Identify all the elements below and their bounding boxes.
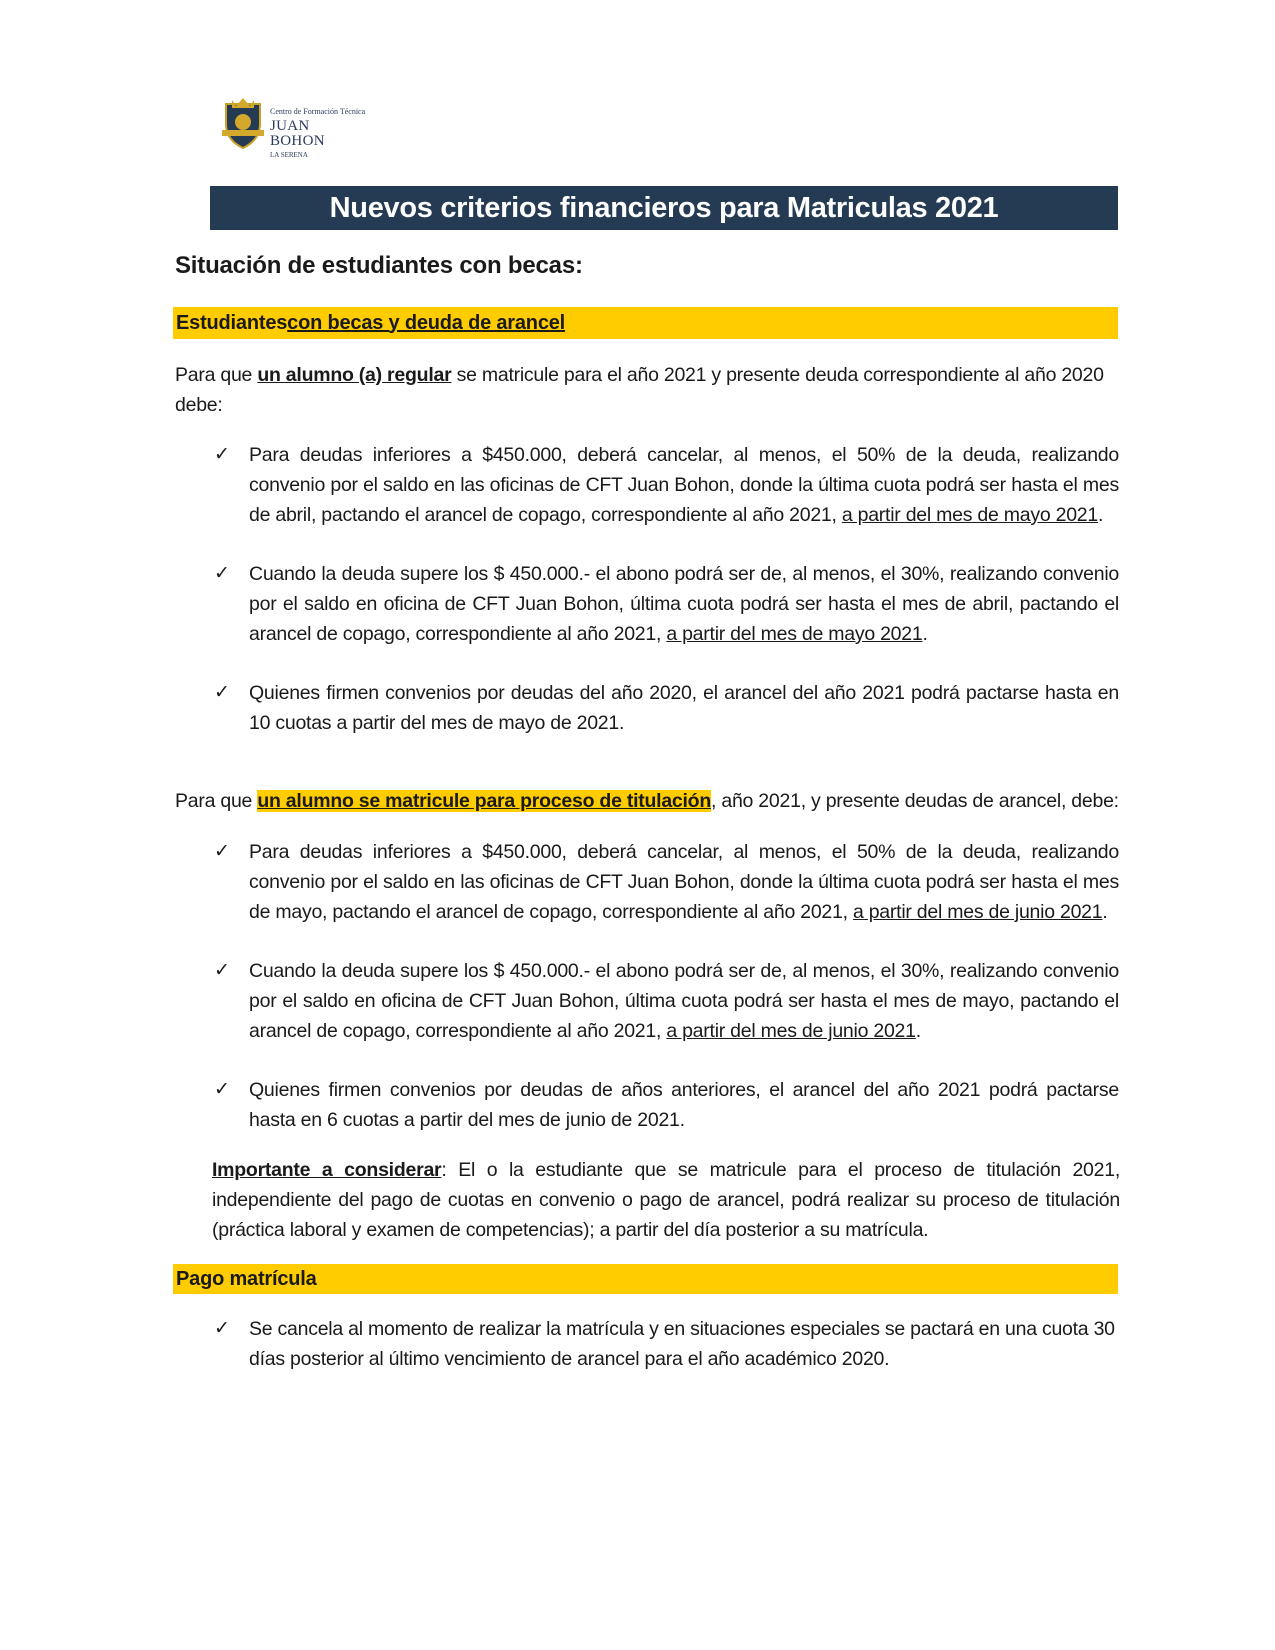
list-item [214, 440, 1119, 530]
intro-text-post: año 2021, y presente deudas de arancel, debe: [716, 790, 1119, 812]
logo-line-3: LA SERENA [270, 151, 308, 159]
checkmark-icon: ✓ [214, 682, 230, 703]
checkmark-icon: ✓ [214, 841, 230, 862]
bullet-underlined: a partir del mes de mayo 2021 [666, 623, 923, 645]
important-text: : El o la estudiante que se matricule para el proceso de titulación 2021, independiente del pago de cuotas en convenio o pago de arancel, podrá realizar su proceso de titulación (práctica laboral y examen de competencias); a partir del día posterior a su matrícula. [212, 1159, 1120, 1241]
intro-emphasis: un alumno (a) regular [257, 364, 452, 386]
bullet-text: Quienes firmen convenios por deudas del año 2020, el arancel del año 2021 podrá pactarse hasta en 10 cuotas a partir del mes de mayo de 2021. [249, 682, 1119, 734]
logo-line-2: JUAN BOHON [270, 118, 325, 149]
list-item [214, 956, 1119, 1046]
list-item [214, 559, 1119, 649]
bullet-text: Para deudas inferiores a $450.000, deberá cancelar, al menos, el 50% de la deuda, realizando convenio por el saldo en las oficinas de CFT Juan Bohon, donde la última cuota podrá ser hasta el mes de abril, pactando el arancel de copago, correspondiente al año 2021, [249, 444, 1119, 526]
intro-emphasis: un alumno se matricule para proceso de titulación [257, 790, 712, 812]
bullet-text: Se cancela al momento de realizar la matrícula y en situaciones especiales se pactará en una cuota 30 días posterior al último vencimiento de arancel para el año académico 2020. [249, 1318, 1115, 1370]
intro-text-post: se matricule para el año 2021 y presente deuda correspondiente al año 2020 debe: [175, 364, 1104, 416]
bullet-text: Para deudas inferiores a $450.000, deberá cancelar, al menos, el 50% de la deuda, realizando convenio por el saldo en las oficinas de CFT Juan Bohon, donde la última cuota podrá ser hasta el mes de mayo, pactando el arancel de copago, correspondiente al año 2021, [249, 841, 1119, 923]
bullet-text: Cuando la deuda supere los $ 450.000.- el abono podrá ser de, al menos, el 30%, realizando convenio por el saldo en oficina de CFT Juan Bohon, última cuota podrá ser hasta el mes de abril, pactando el arancel de copago, correspondiente al año 2021, [249, 563, 1119, 645]
checkmark-icon: ✓ [214, 1318, 230, 1339]
bullet-text: Quienes firmen convenios por deudas de años anteriores, el arancel del año 2021 podrá pactarse hasta en 6 cuotas a partir del mes de junio de 2021. [249, 1079, 1119, 1131]
bullet-tail: . [1102, 901, 1108, 923]
bullet-tail: . [1098, 504, 1104, 526]
heading-underlined: con becas y deuda de arancel [287, 311, 566, 334]
list-item [214, 678, 1119, 738]
bullet-tail: . [915, 1020, 921, 1042]
list-item [214, 837, 1119, 927]
bullet-tail: . [922, 623, 928, 645]
intro-text: Para que [175, 790, 258, 812]
intro-paragraph-regular [175, 360, 1120, 420]
bullet-underlined: a partir del mes de mayo 2021 [841, 504, 1099, 526]
section-heading-pago [173, 1264, 1118, 1294]
bullet-underlined: a partir del mes de junio 2021 [852, 901, 1103, 923]
logo-line-1: Centro de Formación Técnica [270, 107, 366, 116]
heading-plain: Estudiantes [176, 311, 288, 334]
list-item [214, 1075, 1119, 1135]
institution-logo [218, 94, 368, 159]
page-title: Nuevos criterios financieros para Matriculas 2021 [210, 186, 1118, 230]
heading-plain: Pago matrícula [176, 1267, 317, 1290]
checkmark-icon: ✓ [214, 563, 230, 584]
bullet-underlined: a partir del mes de junio 2021 [666, 1020, 916, 1042]
crest-icon [218, 94, 268, 150]
intro-comma: , [711, 790, 717, 812]
list-item [214, 1314, 1119, 1374]
checkmark-icon: ✓ [214, 1079, 230, 1100]
intro-text: Para que [175, 364, 258, 386]
checkmark-icon: ✓ [214, 444, 230, 465]
checkmark-icon: ✓ [214, 960, 230, 981]
important-note [212, 1155, 1120, 1245]
bullet-text: Cuando la deuda supere los $ 450.000.- el abono podrá ser de, al menos, el 30%, realizando convenio por el saldo en oficina de CFT Juan Bohon, última cuota podrá ser hasta el mes de mayo, pactando el arancel de copago, correspondiente al año 2021, [249, 960, 1119, 1042]
section-title: Situación de estudiantes con becas: [175, 252, 583, 279]
section-heading-becas [173, 307, 1118, 339]
intro-paragraph-titulacion [175, 786, 1120, 816]
important-label: Importante a considerar [212, 1159, 442, 1181]
